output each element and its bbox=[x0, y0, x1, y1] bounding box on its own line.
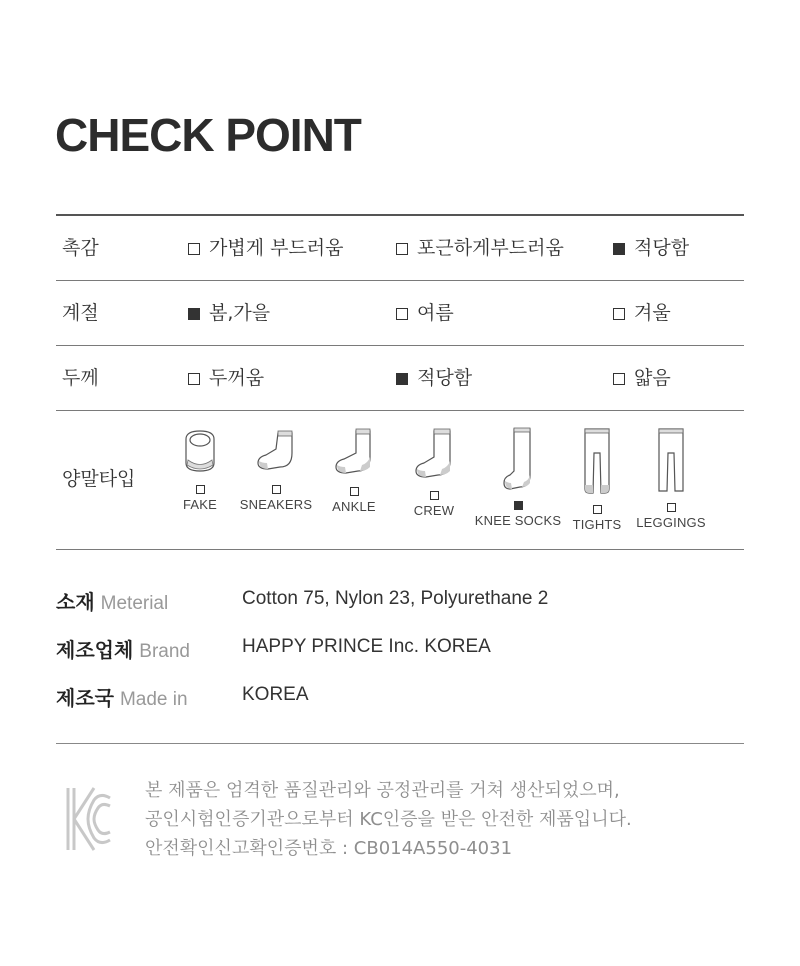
info-value: HAPPY PRINCE Inc. KOREA bbox=[242, 636, 491, 657]
checkbox-icon bbox=[396, 308, 408, 320]
info-origin bbox=[56, 682, 756, 722]
info-brand bbox=[56, 634, 756, 674]
sock-item-tights: TIGHTS bbox=[552, 411, 642, 532]
checkbox-icon bbox=[272, 485, 281, 494]
checkbox-icon bbox=[396, 243, 408, 255]
info-label: 소재 bbox=[56, 590, 95, 614]
sock-item-leggings: LEGGINGS bbox=[626, 411, 716, 530]
checkbox-icon bbox=[667, 503, 676, 512]
row-texture bbox=[56, 216, 744, 281]
info-value: Cotton 75, Nylon 23, Polyurethane 2 bbox=[242, 588, 549, 609]
row-label: 양말타입 bbox=[62, 468, 136, 490]
kc-mark-icon bbox=[64, 784, 114, 854]
option-spring-fall: 봄,가을 bbox=[188, 281, 270, 345]
sock-item-sneakers: SNEAKERS bbox=[231, 411, 321, 512]
option-thick: 두꺼움 bbox=[188, 346, 264, 410]
leggings-icon bbox=[656, 427, 686, 493]
checkbox-icon bbox=[188, 373, 200, 385]
option-moderate: 적당함 bbox=[613, 216, 689, 280]
checkbox-icon bbox=[613, 373, 625, 385]
info-label-en: Meterial bbox=[100, 593, 169, 614]
sock-item-fake: FAKE bbox=[155, 411, 245, 512]
checkbox-icon bbox=[613, 308, 625, 320]
sneakers-sock-icon bbox=[254, 427, 298, 475]
row-label: 계절 bbox=[62, 302, 99, 324]
sock-item-knee: KNEE SOCKS bbox=[472, 411, 564, 528]
kc-notice bbox=[145, 776, 632, 863]
option-winter: 겨울 bbox=[613, 281, 671, 345]
checkbox-icon bbox=[593, 505, 602, 514]
info-label-en: Brand bbox=[139, 641, 190, 662]
sock-item-ankle: ANKLE bbox=[309, 411, 399, 514]
tights-icon bbox=[582, 427, 612, 495]
check-point-table bbox=[56, 214, 744, 550]
divider bbox=[56, 743, 744, 744]
option-cozy-soft: 포근하게부드러움 bbox=[396, 216, 564, 280]
info-label-en: Made in bbox=[119, 689, 188, 710]
notice-line: 안전확인신고확인증번호 : CB014A550-4031 bbox=[145, 838, 513, 859]
row-label: 두께 bbox=[62, 367, 99, 389]
fake-sock-icon bbox=[180, 427, 220, 475]
option-thin: 얇음 bbox=[613, 346, 671, 410]
option-summer: 여름 bbox=[396, 281, 454, 345]
knee-sock-icon bbox=[502, 427, 534, 491]
sock-item-crew: CREW bbox=[389, 411, 479, 518]
option-medium: 적당함 bbox=[396, 346, 472, 410]
row-thickness bbox=[56, 346, 744, 411]
checkbox-icon bbox=[188, 243, 200, 255]
checkbox-checked-icon bbox=[613, 243, 625, 255]
info-material bbox=[56, 586, 756, 626]
page-title: CHECK POINT bbox=[55, 109, 361, 161]
row-season bbox=[56, 281, 744, 346]
notice-line: 본 제품은 엄격한 품질관리와 공정관리를 거쳐 생산되었으며, bbox=[145, 780, 620, 801]
info-label: 제조국 bbox=[56, 686, 114, 710]
checkbox-icon bbox=[350, 487, 359, 496]
checkbox-checked-icon bbox=[396, 373, 408, 385]
notice-line: 공인시험인증기관으로부터 KC인증을 받은 안전한 제품입니다. bbox=[145, 809, 632, 830]
row-label: 촉감 bbox=[62, 237, 99, 259]
ankle-sock-icon bbox=[332, 427, 376, 477]
crew-sock-icon bbox=[412, 427, 456, 481]
info-value: KOREA bbox=[242, 684, 309, 705]
row-sock-type bbox=[56, 411, 744, 550]
option-light-soft: 가볍게 부드러움 bbox=[188, 216, 344, 280]
checkbox-icon bbox=[196, 485, 205, 494]
checkbox-checked-icon bbox=[188, 308, 200, 320]
info-label: 제조업체 bbox=[56, 638, 134, 662]
checkbox-checked-icon bbox=[514, 501, 523, 510]
checkbox-icon bbox=[430, 491, 439, 500]
